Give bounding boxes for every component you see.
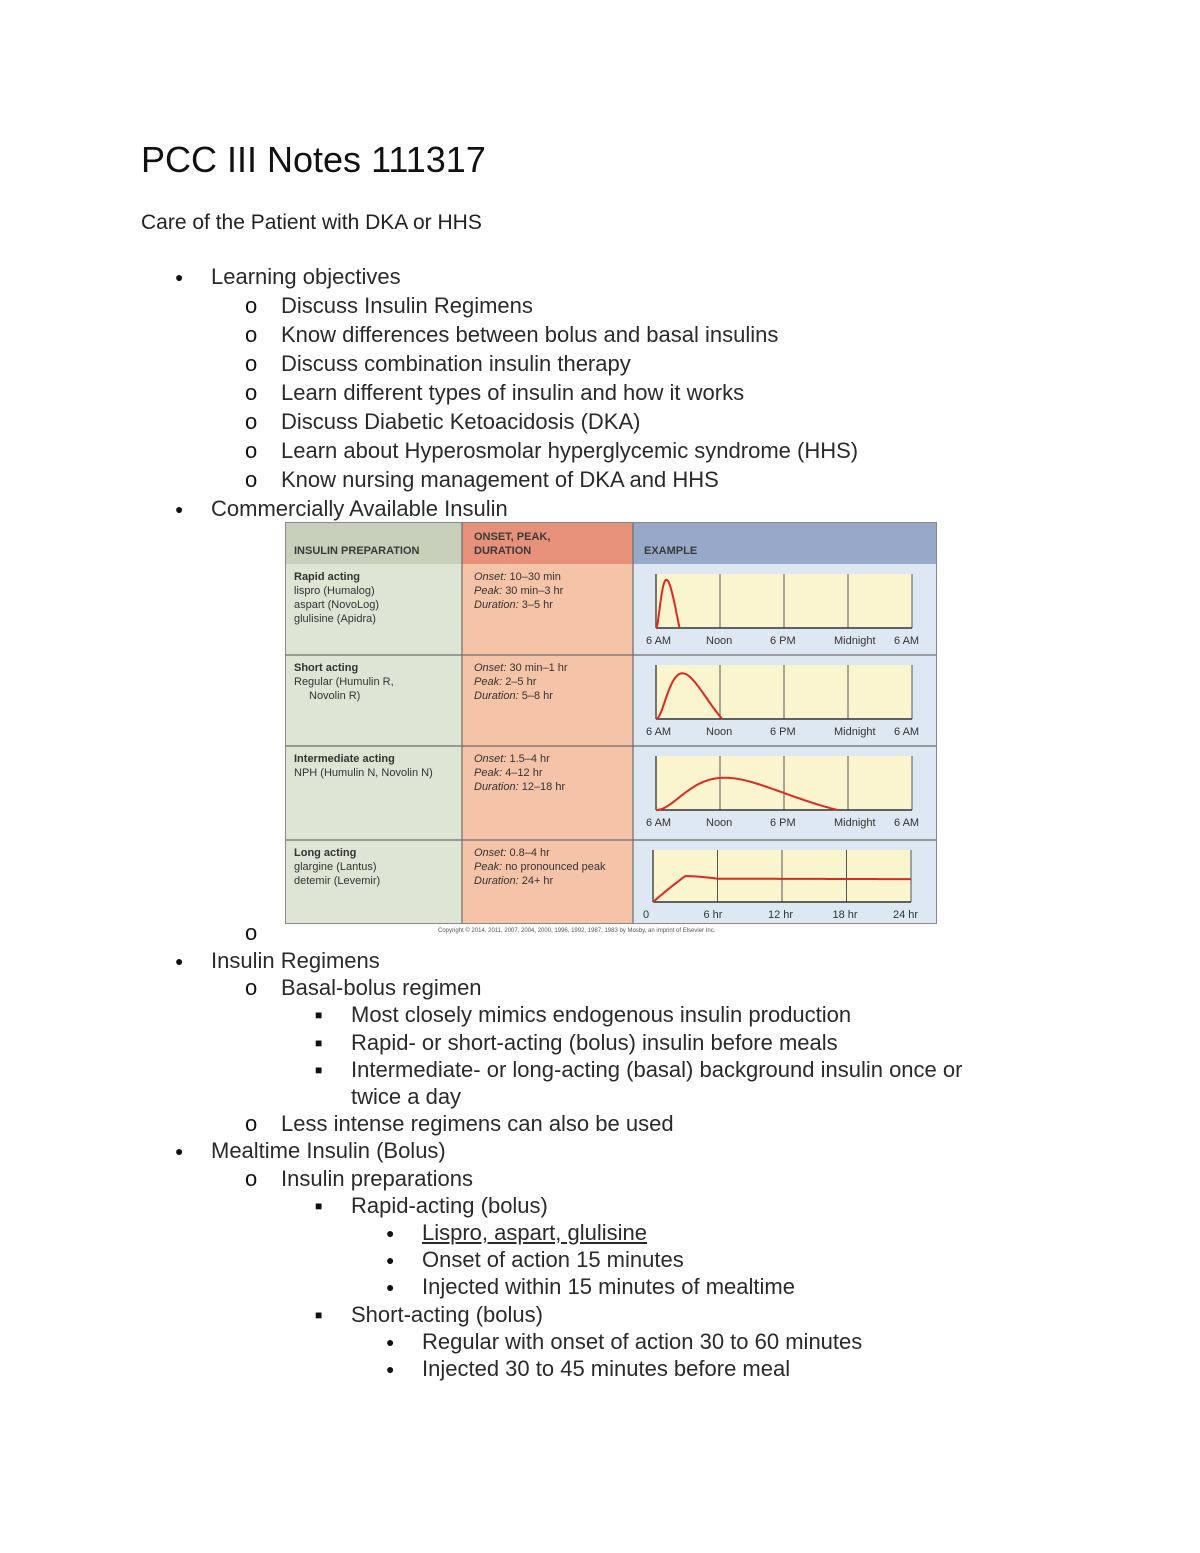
- list-item: [245, 350, 631, 378]
- list-item-text: Know nursing management of DKA and HHS: [281, 467, 719, 492]
- list-item-text: Most closely mimics endogenous insulin production: [351, 1002, 852, 1028]
- plot-tick-label: 12 hr: [768, 909, 794, 921]
- list-item-text: twice a day: [351, 1084, 462, 1109]
- row-drug: NPH (Humulin N, Novolin N): [294, 767, 433, 779]
- list-item-text: Learning objectives: [211, 264, 401, 289]
- list-item-text: Know differences between bolus and basal insulins: [281, 322, 779, 347]
- list-item: [315, 1192, 548, 1220]
- list-item-text: Insulin preparations: [281, 1165, 474, 1191]
- list-item: [245, 466, 719, 494]
- list-marker: o: [245, 438, 258, 463]
- plot-tick-label: 18 hr: [832, 909, 858, 921]
- plot-tick-label: 6 hr: [703, 909, 723, 921]
- row-pharmacokinetics: Duration: 5–8 hr: [474, 690, 553, 702]
- row-drug: lispro (Humalog): [294, 585, 375, 597]
- row-pharmacokinetics: Onset: 1.5–4 hr: [474, 753, 550, 765]
- row-pharmacokinetics: Duration: 12–18 hr: [474, 781, 566, 793]
- list-item: [175, 263, 401, 291]
- list-marker: ●: [175, 1143, 184, 1160]
- list-item-text: Lispro, aspart, glulisine: [422, 1220, 648, 1245]
- list-marker: o: [245, 1165, 258, 1191]
- plot-tick-label: 24 hr: [893, 909, 919, 921]
- list-item: [245, 437, 858, 465]
- figure-list-marker: o: [245, 920, 258, 945]
- list-marker: ■: [315, 1198, 323, 1213]
- list-item: [245, 974, 482, 1002]
- list-item: [175, 495, 508, 523]
- list-item-text: Onset of action 15 minutes: [422, 1247, 684, 1273]
- row-pharmacokinetics: Duration: 3–5 hr: [474, 599, 553, 611]
- list-item: [386, 1273, 795, 1301]
- row-pharmacokinetics: Peak: 2–5 hr: [474, 676, 537, 688]
- row-name: Short acting: [294, 662, 359, 674]
- list-marker: ■: [315, 1035, 323, 1050]
- page-subtitle: Care of the Patient with DKA or HHS: [141, 211, 482, 234]
- list-item: [315, 1301, 543, 1329]
- plot-tick-label: Noon: [706, 635, 733, 647]
- list-marker: ●: [386, 1225, 395, 1241]
- row-pharmacokinetics: Onset: 10–30 min: [474, 571, 561, 583]
- list-item-text: Learn different types of insulin and how it works: [281, 380, 745, 405]
- list-item-text: Discuss Diabetic Ketoacidosis (DKA): [281, 409, 641, 434]
- list-marker: ■: [315, 1307, 323, 1322]
- list-marker: ■: [315, 1062, 323, 1077]
- list-item: [175, 947, 380, 975]
- header-onset-line2: DURATION: [474, 545, 532, 557]
- list-item: [315, 1056, 962, 1084]
- list-item: [386, 1355, 790, 1383]
- row-drug: Novolin R): [309, 690, 361, 702]
- plot-tick-label: 6 AM: [646, 817, 672, 829]
- list-marker: ●: [175, 501, 184, 517]
- row-name: Intermediate acting: [294, 753, 395, 765]
- insulin-table-figure: [285, 522, 937, 924]
- onset-header-bg: [462, 522, 633, 564]
- row-name: Rapid acting: [294, 571, 361, 583]
- list-item: [245, 1110, 674, 1138]
- list-item-text: Rapid-acting (bolus): [351, 1192, 548, 1218]
- plot-tick-label: 6 AM: [894, 817, 920, 829]
- list-marker: ●: [386, 1361, 395, 1377]
- list-marker: o: [245, 409, 258, 434]
- list-marker: o: [245, 293, 258, 318]
- list-item-text: Injected 30 to 45 minutes before meal: [422, 1356, 791, 1381]
- list-marker: o: [245, 467, 258, 492]
- plot-tick-label: Noon: [706, 817, 733, 829]
- plot-tick-label: 6 AM: [894, 635, 920, 647]
- list-item-text: Commercially Available Insulin: [211, 496, 508, 521]
- list-item: [245, 379, 744, 407]
- plot-tick-label: 6 AM: [646, 726, 672, 738]
- list-item-text: Regular with onset of action 30 to 60 minutes: [422, 1328, 863, 1354]
- list-marker: o: [245, 380, 258, 405]
- plot-tick-label: Midnight: [834, 726, 876, 738]
- header-onset-line1: ONSET, PEAK,: [474, 531, 551, 543]
- list-item: [386, 1328, 862, 1356]
- list-item: [245, 321, 778, 349]
- row-drug: glargine (Lantus): [294, 861, 377, 873]
- example-header-bg: [633, 522, 937, 564]
- plot-tick-label: 6 AM: [646, 635, 672, 647]
- plot-tick-label: Midnight: [834, 817, 876, 829]
- row-pharmacokinetics: Peak: no pronounced peak: [474, 861, 606, 873]
- plot-tick-label: 6 AM: [894, 726, 920, 738]
- list-marker: o: [245, 975, 258, 1001]
- header-insulin-preparation: INSULIN PREPARATION: [294, 545, 420, 557]
- header-example: EXAMPLE: [644, 545, 698, 557]
- list-item-text: Mealtime Insulin (Bolus): [211, 1138, 446, 1164]
- row-drug: Regular (Humulin R,: [294, 676, 394, 688]
- list-item-text: Learn about Hyperosmolar hyperglycemic syndrome (HHS): [281, 438, 859, 463]
- list-item: [315, 1029, 838, 1057]
- list-item-text: Short-acting (bolus): [351, 1301, 543, 1327]
- row-pharmacokinetics: Onset: 30 min–1 hr: [474, 662, 568, 674]
- row-drug: glulisine (Apidra): [294, 613, 376, 625]
- page-title: PCC III Notes 111317: [141, 139, 486, 180]
- row-pharmacokinetics: Onset: 0.8–4 hr: [474, 847, 550, 859]
- plot-tick-label: Noon: [706, 726, 733, 738]
- row-drug: aspart (NovoLog): [294, 599, 379, 611]
- list-item-text: Discuss Insulin Regimens: [281, 293, 533, 318]
- list-item-text: Insulin Regimens: [211, 948, 380, 973]
- figure-copyright: Copyright © 2014, 2011, 2007, 2004, 2000, 1996, 1992, 1987, 1983 by Mosby, an imprint of Elsevier Inc.: [438, 928, 716, 934]
- list-marker: ●: [386, 1279, 395, 1296]
- list-marker: o: [245, 1111, 258, 1137]
- plot-tick-label: Midnight: [834, 635, 876, 647]
- list-marker: ■: [315, 1008, 323, 1023]
- list-item: [386, 1219, 647, 1247]
- list-item: [175, 1137, 446, 1165]
- list-item-text: Injected within 15 minutes of mealtime: [422, 1274, 795, 1300]
- list-item: [386, 1246, 684, 1274]
- list-marker: ●: [175, 953, 184, 969]
- list-marker: ●: [386, 1252, 395, 1269]
- list-marker: ●: [386, 1333, 395, 1350]
- list-item-text: Rapid- or short-acting (bolus) insulin before meals: [351, 1029, 838, 1055]
- list-item-text: Discuss combination insulin therapy: [281, 351, 631, 376]
- list-item-text: Intermediate- or long-acting (basal) background insulin once or: [351, 1056, 963, 1082]
- list-marker: o: [245, 322, 258, 347]
- insulin-table-svg: [285, 522, 937, 924]
- row-drug: detemir (Levemir): [294, 875, 381, 887]
- row-pharmacokinetics: Peak: 30 min–3 hr: [474, 585, 564, 597]
- row-pharmacokinetics: Peak: 4–12 hr: [474, 767, 543, 779]
- list-item: [315, 1001, 851, 1029]
- list-marker: ●: [175, 269, 184, 285]
- list-item-text: Basal-bolus regimen: [281, 975, 482, 1001]
- plot-tick-label: 6 PM: [770, 817, 796, 829]
- list-marker: o: [245, 351, 258, 376]
- list-item: [245, 1165, 473, 1193]
- prep-header-bg: [285, 522, 462, 564]
- plot-tick-label: 6 PM: [770, 726, 796, 738]
- list-item: [315, 1083, 461, 1111]
- list-item: [245, 292, 533, 320]
- row-name: Long acting: [294, 847, 357, 859]
- list-item-text: Less intense regimens can also be used: [281, 1111, 674, 1137]
- plot-tick-label: 0: [643, 909, 650, 921]
- plot-tick-label: 6 PM: [770, 635, 796, 647]
- list-item: [245, 408, 640, 436]
- row-pharmacokinetics: Duration: 24+ hr: [474, 875, 554, 887]
